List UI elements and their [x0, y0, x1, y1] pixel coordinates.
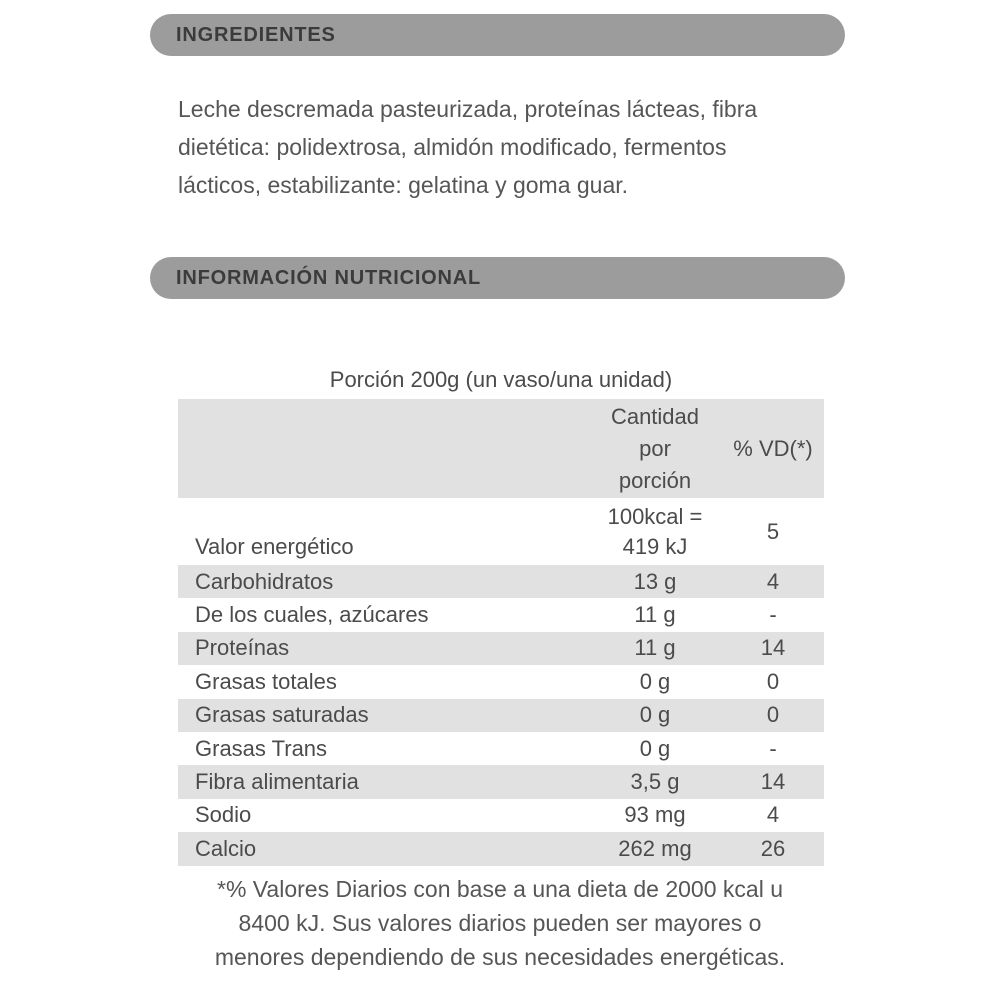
nutrient-amount: 0 g [639, 735, 671, 761]
amount-header-line: porción [618, 467, 692, 493]
nutrient-amount: 13 g [633, 568, 677, 594]
nutrient-label: Grasas saturadas [195, 702, 369, 728]
ingredients-line: lácticos, estabilizante: gelatina y goma guar. [178, 172, 629, 198]
ingredients-header-bar [150, 14, 845, 56]
table-row-fibra-alimentaria [178, 765, 824, 798]
amount-line: 419 kJ [622, 533, 688, 559]
daily-values-footnote [150, 872, 850, 974]
dv-column-header: % VD(*) [733, 435, 813, 461]
nutrition-header-bar [150, 257, 845, 299]
footnote-line: 8400 kJ. Sus valores diarios pueden ser mayores o [238, 910, 762, 936]
nutrient-label: Sodio [195, 802, 252, 828]
table-row-azucares [178, 598, 824, 631]
amount-line: 100kcal = [607, 503, 703, 529]
nutrient-amount: 0 g [639, 702, 671, 728]
ingredients-line: Leche descremada pasteurizada, proteínas lácteas, fibra [178, 96, 758, 122]
table-row-proteinas [178, 632, 824, 665]
nutrient-dv: 4 [766, 802, 780, 828]
nutrient-amount: 93 mg [624, 802, 686, 828]
table-header-row [178, 399, 824, 498]
table-row-grasas-saturadas [178, 699, 824, 732]
serving-size: Porción 200g (un vaso/una unidad) [329, 367, 673, 392]
nutrition-title: INFORMACIÓN NUTRICIONAL [176, 266, 482, 289]
nutrient-amount: 262 mg [618, 835, 692, 861]
nutrient-amount: 3,5 g [630, 769, 680, 795]
nutrient-dv: 26 [760, 835, 786, 861]
table-row-carbohidratos [178, 565, 824, 598]
ingredients-text [178, 90, 858, 204]
nutrient-label: De los cuales, azúcares [195, 602, 429, 628]
nutrient-amount: 0 g [639, 668, 671, 694]
footnote-line: menores dependiendo de sus necesidades energéticas. [214, 944, 786, 970]
table-row-sodio [178, 799, 824, 832]
nutrient-dv: 14 [760, 769, 786, 795]
table-row-calcio [178, 832, 824, 865]
nutrient-dv: 14 [760, 635, 786, 661]
ingredients-line: dietética: polidextrosa, almidón modificado, fermentos [178, 134, 727, 160]
nutrient-dv: 0 [766, 702, 780, 728]
nutrient-dv: - [769, 735, 777, 761]
amount-header-line: por [639, 435, 671, 461]
table-row-grasas-totales [178, 665, 824, 698]
nutrient-dv: 4 [766, 568, 780, 594]
nutrient-label: Valor energético [195, 534, 354, 559]
nutrient-amount: 11 g [634, 635, 676, 661]
amount-header-line: Cantidad [610, 403, 700, 429]
nutrient-label: Calcio [195, 835, 257, 861]
nutrient-label: Fibra alimentaria [195, 769, 359, 795]
footnote-line: *% Valores Diarios con base a una dieta de 2000 kcal u [217, 876, 783, 902]
nutrient-amount: 11 g [634, 602, 676, 628]
nutrient-label: Grasas Trans [195, 735, 328, 761]
nutrient-dv: 0 [766, 668, 780, 694]
nutrition-table [178, 399, 824, 866]
table-row-valor-energetico [178, 498, 824, 565]
nutrient-label: Carbohidratos [195, 568, 334, 594]
ingredients-title: INGREDIENTES [176, 23, 336, 46]
table-row-grasas-trans [178, 732, 824, 765]
nutrient-dv: 5 [766, 518, 780, 544]
nutrient-dv: - [769, 602, 777, 628]
nutrient-label: Proteínas [195, 635, 290, 661]
nutrient-label: Grasas totales [195, 668, 337, 694]
